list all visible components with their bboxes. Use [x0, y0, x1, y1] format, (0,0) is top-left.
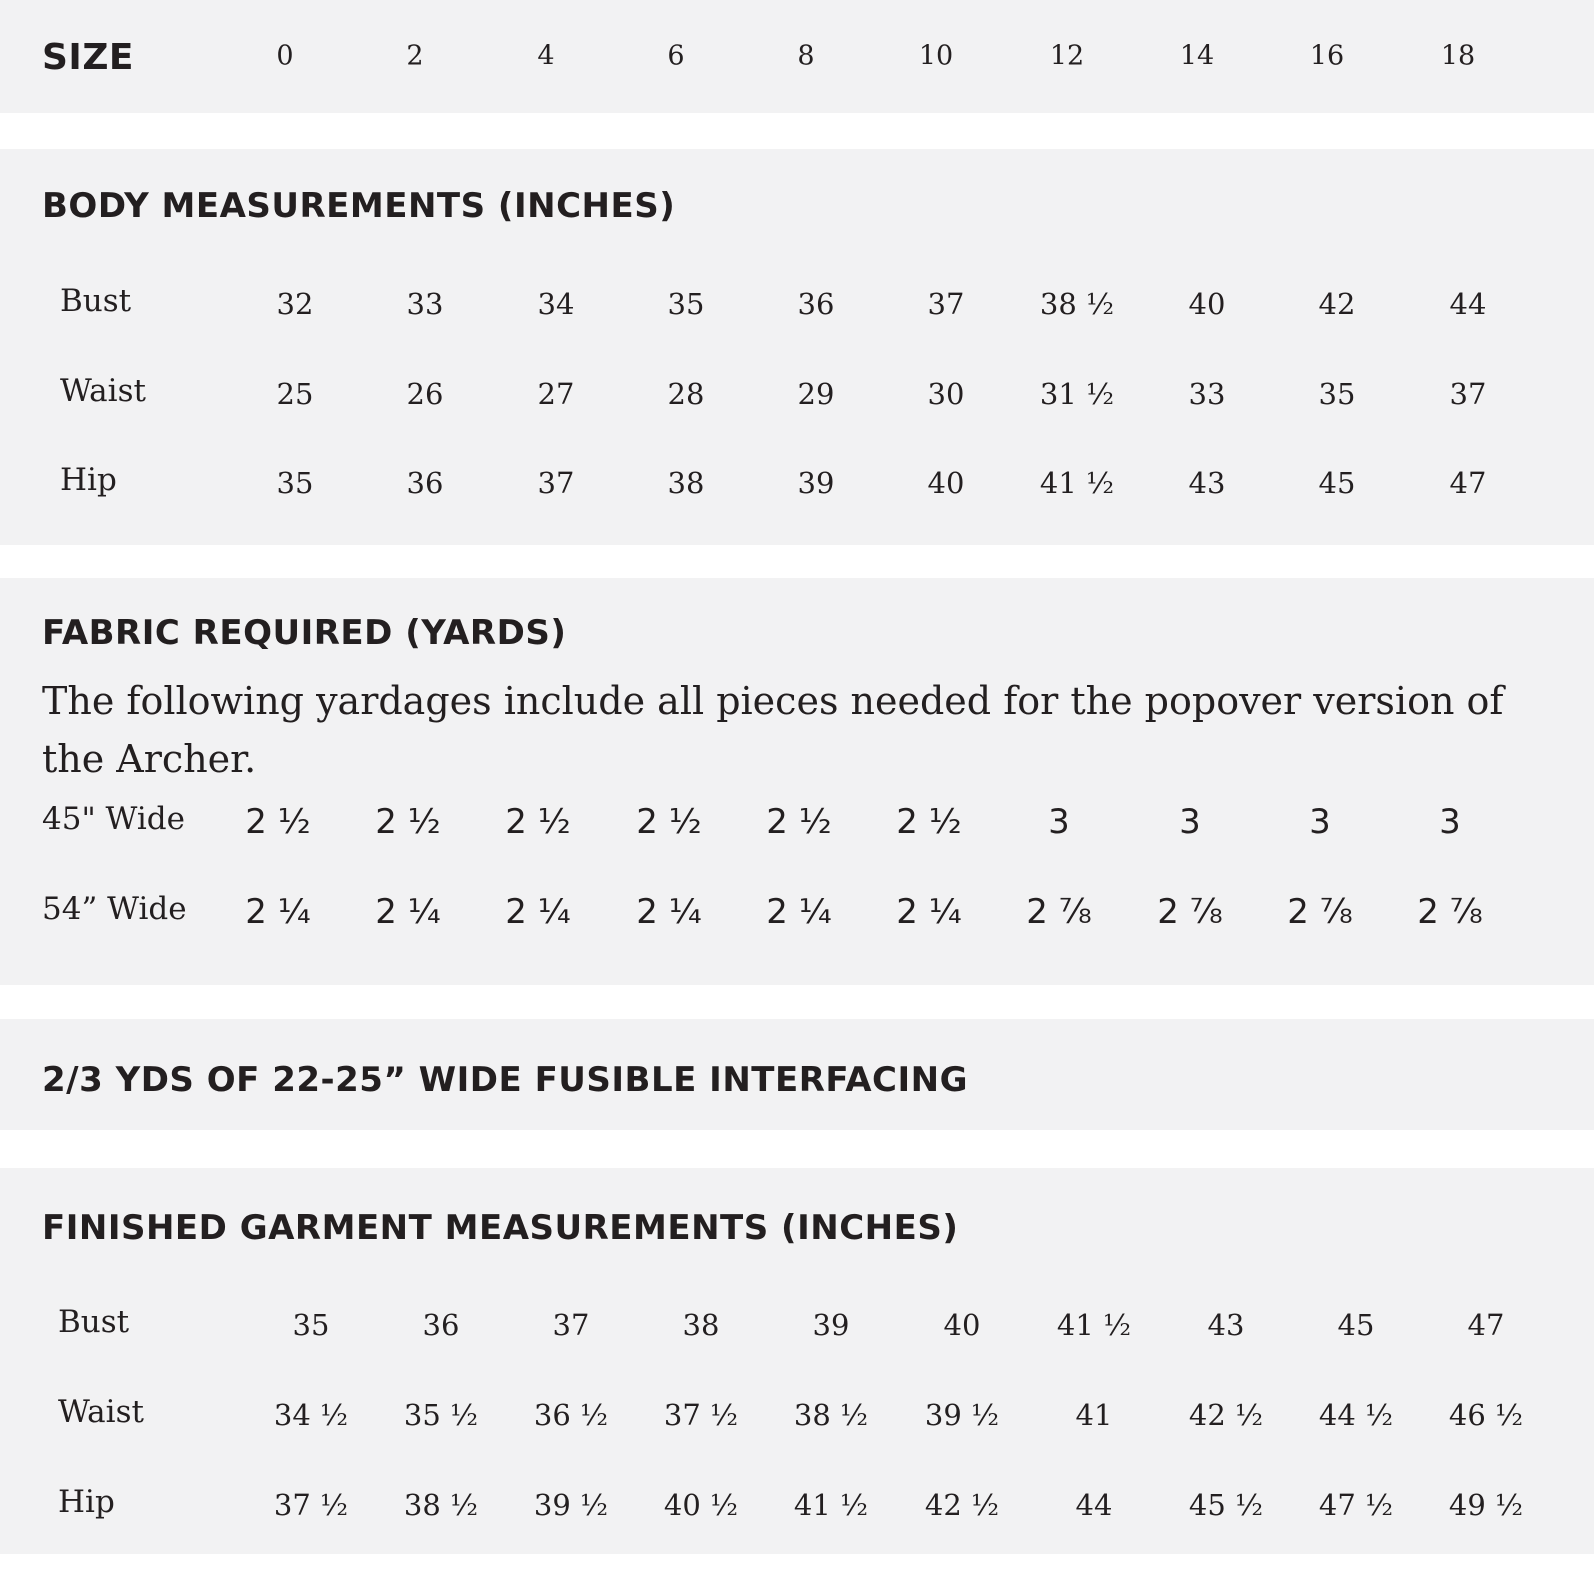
- row-label: 45" Wide: [42, 801, 185, 837]
- size-value: 10: [918, 40, 954, 72]
- table-cell: 32: [276, 287, 314, 321]
- row-label: Bust: [58, 1304, 130, 1340]
- table-cell: 30: [927, 377, 965, 411]
- size-value: 16: [1309, 40, 1345, 72]
- table-cell: 40: [943, 1308, 981, 1342]
- table-cell: 38 ½: [793, 1398, 869, 1432]
- size-value: 4: [537, 40, 555, 72]
- table-cell: 40: [1188, 287, 1226, 321]
- table-cell: 27: [537, 377, 575, 411]
- table-cell: 35: [292, 1308, 330, 1342]
- fabric-required-description: The following yardages include all pieces needed for the popover version of the Archer.: [42, 679, 1504, 781]
- table-cell: 34 ½: [273, 1398, 349, 1432]
- row-label: Hip: [60, 462, 117, 498]
- table-cell: 39 ½: [533, 1488, 609, 1522]
- table-cell: 3: [1179, 802, 1201, 842]
- table-cell: 37: [927, 287, 965, 321]
- table-cell: 2 ¼: [766, 892, 832, 932]
- row-label: 54” Wide: [42, 891, 187, 927]
- table-cell: 45: [1337, 1308, 1375, 1342]
- table-cell: 43: [1207, 1308, 1245, 1342]
- table-cell: 3: [1048, 802, 1070, 842]
- table-cell: 40 ½: [663, 1488, 739, 1522]
- table-cell: 47: [1449, 466, 1487, 500]
- size-value: 2: [406, 40, 424, 72]
- table-cell: 35: [667, 287, 705, 321]
- table-cell: 41 ½: [1056, 1308, 1132, 1342]
- table-cell: 46 ½: [1448, 1398, 1524, 1432]
- table-cell: 2 ¼: [245, 892, 311, 932]
- table-cell: 37 ½: [273, 1488, 349, 1522]
- table-cell: 38 ½: [403, 1488, 479, 1522]
- table-cell: 42: [1318, 287, 1356, 321]
- table-cell: 2 ½: [505, 802, 571, 842]
- row-label: Waist: [60, 373, 146, 409]
- table-cell: 37: [537, 466, 575, 500]
- table-cell: 2 ⅞: [1157, 892, 1223, 932]
- table-cell: 39: [797, 466, 835, 500]
- table-cell: 2 ½: [896, 802, 962, 842]
- table-cell: 41 ½: [793, 1488, 869, 1522]
- table-cell: 37 ½: [663, 1398, 739, 1432]
- table-cell: 37: [1449, 377, 1487, 411]
- table-cell: 3: [1309, 802, 1331, 842]
- size-value: 6: [667, 40, 685, 72]
- table-cell: 38: [682, 1308, 720, 1342]
- table-cell: 36: [422, 1308, 460, 1342]
- table-cell: 44 ½: [1318, 1398, 1394, 1432]
- table-cell: 2 ½: [636, 802, 702, 842]
- size-value: 8: [797, 40, 815, 72]
- table-cell: 44: [1075, 1488, 1113, 1522]
- table-cell: 38: [667, 466, 705, 500]
- table-cell: 35 ½: [403, 1398, 479, 1432]
- table-cell: 2 ½: [245, 802, 311, 842]
- table-cell: 39 ½: [924, 1398, 1000, 1432]
- table-cell: 26: [406, 377, 444, 411]
- table-cell: 25: [276, 377, 314, 411]
- table-cell: 2 ⅞: [1417, 892, 1483, 932]
- fabric-required-title: FABRIC REQUIRED (YARDS): [42, 613, 567, 653]
- table-cell: 42 ½: [1188, 1398, 1264, 1432]
- table-cell: 45: [1318, 466, 1356, 500]
- table-cell: 42 ½: [924, 1488, 1000, 1522]
- table-cell: 2 ⅞: [1026, 892, 1092, 932]
- size-value: 0: [276, 40, 294, 72]
- table-cell: 29: [797, 377, 835, 411]
- table-cell: 2 ½: [375, 802, 441, 842]
- table-cell: 41 ½: [1039, 466, 1115, 500]
- table-cell: 36: [797, 287, 835, 321]
- table-cell: 36 ½: [533, 1398, 609, 1432]
- table-cell: 28: [667, 377, 705, 411]
- table-cell: 2 ½: [766, 802, 832, 842]
- table-cell: 41: [1075, 1398, 1113, 1432]
- finished-garment-title: FINISHED GARMENT MEASUREMENTS (INCHES): [42, 1208, 959, 1248]
- table-cell: 2 ⅞: [1287, 892, 1353, 932]
- table-cell: 37: [552, 1308, 590, 1342]
- interfacing-note: 2/3 YDS OF 22-25” WIDE FUSIBLE INTERFACING: [42, 1060, 968, 1100]
- table-cell: 45 ½: [1188, 1488, 1264, 1522]
- size-heading: SIZE: [42, 37, 135, 78]
- table-cell: 47: [1467, 1308, 1505, 1342]
- table-cell: 47 ½: [1318, 1488, 1394, 1522]
- table-cell: 35: [1318, 377, 1356, 411]
- row-label: Hip: [58, 1484, 115, 1520]
- table-cell: 39: [812, 1308, 850, 1342]
- table-cell: 2 ¼: [505, 892, 571, 932]
- row-label: Bust: [60, 283, 132, 319]
- table-cell: 34: [537, 287, 575, 321]
- size-value: 18: [1440, 40, 1476, 72]
- table-cell: 2 ¼: [896, 892, 962, 932]
- table-cell: 49 ½: [1448, 1488, 1524, 1522]
- table-cell: 40: [927, 466, 965, 500]
- table-cell: 43: [1188, 466, 1226, 500]
- table-cell: 3: [1439, 802, 1461, 842]
- table-cell: 38 ½: [1039, 287, 1115, 321]
- row-label: Waist: [58, 1394, 144, 1430]
- table-cell: 44: [1449, 287, 1487, 321]
- size-value: 12: [1049, 40, 1085, 72]
- table-cell: 35: [276, 466, 314, 500]
- body-measurements-title: BODY MEASUREMENTS (INCHES): [42, 186, 676, 226]
- table-cell: 31 ½: [1039, 377, 1115, 411]
- table-cell: 33: [406, 287, 444, 321]
- table-cell: 2 ¼: [375, 892, 441, 932]
- table-cell: 33: [1188, 377, 1226, 411]
- table-cell: 2 ¼: [636, 892, 702, 932]
- table-cell: 36: [406, 466, 444, 500]
- size-value: 14: [1179, 40, 1215, 72]
